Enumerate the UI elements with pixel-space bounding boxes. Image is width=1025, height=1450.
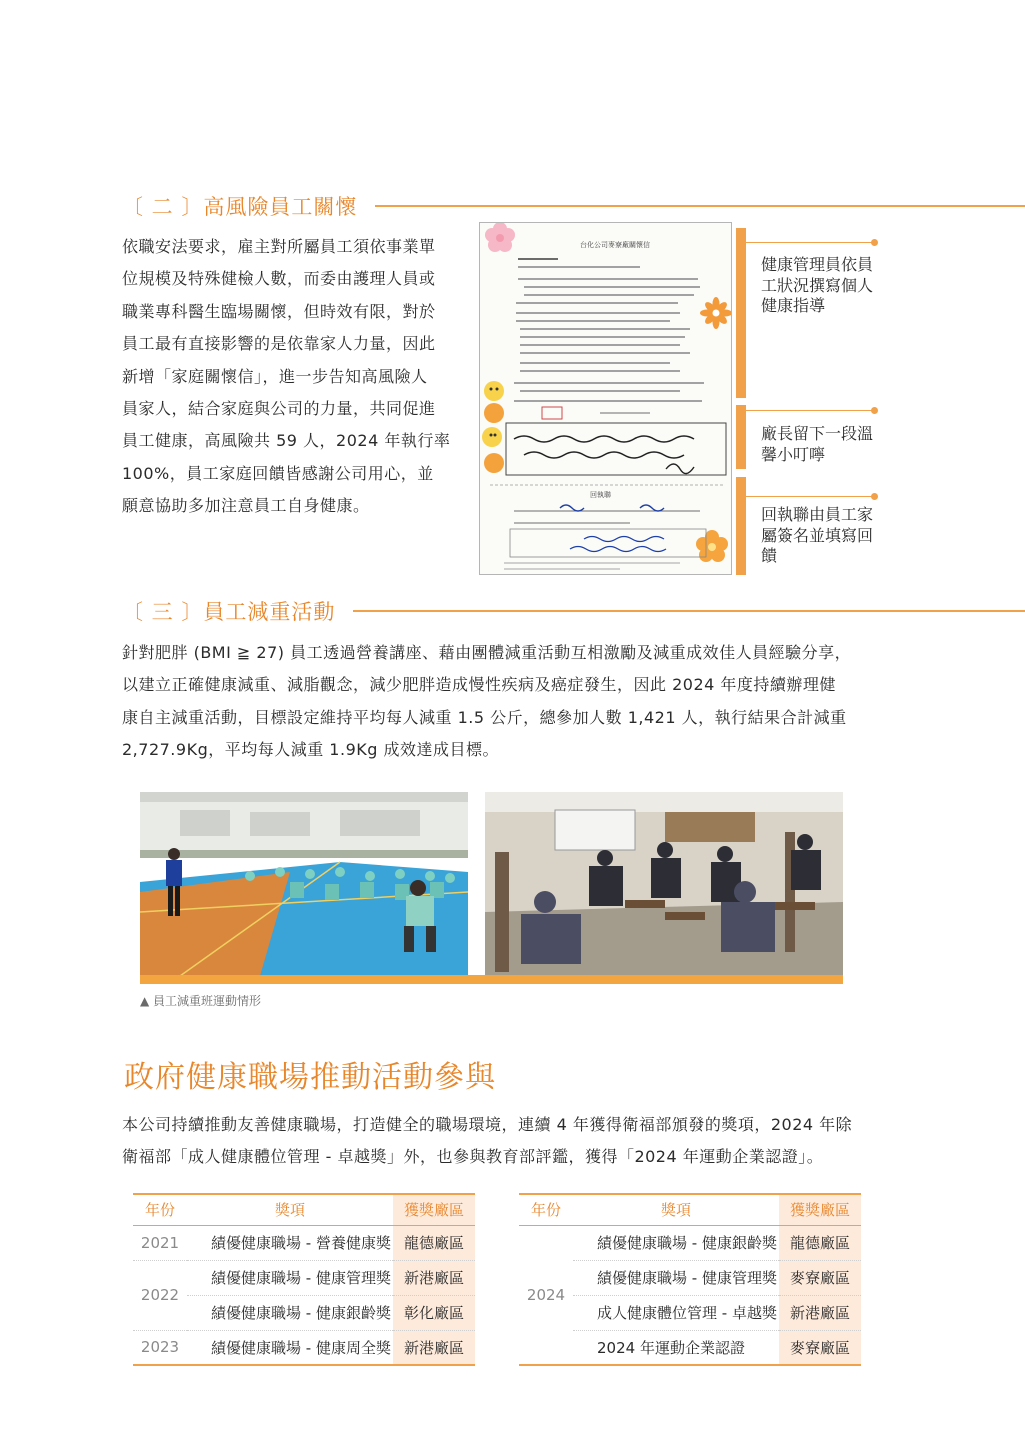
year-cell: 2022 bbox=[133, 1260, 187, 1330]
year-cell: 2024 bbox=[519, 1225, 573, 1365]
callout-line: 廠長留下一段溫 bbox=[761, 424, 874, 443]
callout-family-reply bbox=[761, 505, 873, 567]
callout-line: 屬簽名並填寫回 bbox=[761, 525, 874, 545]
award-cell: 績優健康職場 - 健康周全獎 bbox=[187, 1330, 393, 1365]
award-cell: 績優健康職場 - 健康管理獎 bbox=[573, 1260, 779, 1295]
callout-line: 饋 bbox=[761, 546, 778, 565]
section-2-line: 員工健康，高風險共 59 人，2024 年執行率 bbox=[122, 431, 451, 451]
col-plant-header: 獲獎廠區 bbox=[393, 1194, 475, 1225]
section-3-title: 〔 三 〕員工減重活動 bbox=[122, 600, 336, 624]
section-2-line: 位規模及特殊健檢人數，而委由護理人員或 bbox=[122, 269, 436, 289]
section-2-line: 員工最有直接影響的是依靠家人力量，因此 bbox=[122, 334, 436, 354]
plant-cell: 新港廠區 bbox=[393, 1330, 475, 1365]
callout-bar-1 bbox=[736, 228, 746, 398]
award-cell: 績優健康職場 - 營養健康獎 bbox=[187, 1225, 393, 1260]
award-cell: 績優健康職場 - 健康銀齡獎 bbox=[573, 1225, 779, 1260]
section-2-rule bbox=[375, 205, 1025, 207]
photo-hall-exercise bbox=[485, 792, 843, 976]
callout-line-2 bbox=[746, 410, 874, 411]
photo-caption: ▲ 員工減重班運動情形 bbox=[140, 994, 262, 1008]
awards-table-right bbox=[519, 1193, 861, 1366]
callout-line: 健康管理員依員 bbox=[761, 255, 874, 274]
gov-line: 本公司持續推動友善健康職場，打造健全的職場環境，連續 4 年獲得衛福部頒發的獎項，2024 年除 bbox=[122, 1115, 853, 1134]
callout-health-guidance bbox=[761, 255, 873, 317]
table-row bbox=[519, 1225, 861, 1260]
callout-plant-manager bbox=[761, 424, 873, 465]
award-cell: 績優健康職場 - 健康管理獎 bbox=[187, 1260, 393, 1295]
section-3-paragraph bbox=[122, 637, 902, 767]
section-2-line: 職業專科醫生臨場關懷，但時效有限，對於 bbox=[122, 301, 436, 321]
col-year-header: 年份 bbox=[133, 1194, 187, 1225]
section-3-rule bbox=[353, 610, 1025, 612]
plant-cell: 彰化廠區 bbox=[393, 1295, 475, 1330]
col-award-header: 獎項 bbox=[187, 1194, 393, 1225]
gov-line: 衛福部「成人健康體位管理 - 卓越獎」外，也參與教育部評鑑，獲得「2024 年運動企業認證」。 bbox=[122, 1147, 824, 1167]
section-3-line: 針對肥胖 (BMI ≧ 27) 員工透過營養講座、藉由團體減重活動互相激勵及減重成效佳人員經驗分享， bbox=[122, 643, 852, 662]
col-plant-header: 獲獎廠區 bbox=[779, 1194, 861, 1225]
gov-paragraph bbox=[122, 1109, 902, 1174]
col-year-header: 年份 bbox=[519, 1194, 573, 1225]
section-3-line: 以建立正確健康減重、減脂觀念，減少肥胖造成慢性疾病及癌症發生，因此 2024 年度持續辦理健 bbox=[122, 675, 836, 695]
gov-section-title: 政府健康職場推動活動參與 bbox=[124, 1060, 496, 1095]
plant-cell: 新港廠區 bbox=[393, 1260, 475, 1295]
photo-gym-exercise bbox=[140, 792, 468, 976]
callout-dot-2 bbox=[871, 407, 878, 414]
section-3-line: 康自主減重活動，目標設定維持平均每人減重 1.5 公斤，總參加人數 1,421 人，執行結果合計減重 bbox=[122, 707, 847, 727]
callout-bar-3 bbox=[736, 477, 746, 575]
award-cell: 成人健康體位管理 - 卓越獎 bbox=[573, 1295, 779, 1330]
plant-cell: 麥寮廠區 bbox=[779, 1260, 861, 1295]
section-2-header bbox=[122, 191, 1025, 221]
section-3-header bbox=[122, 596, 1025, 626]
letter-reply: 回執聯 bbox=[590, 491, 611, 499]
plant-cell: 新港廠區 bbox=[779, 1295, 861, 1330]
table-row bbox=[133, 1225, 475, 1260]
section-2-line: 員家人，結合家庭與公司的力量，共同促進 bbox=[122, 399, 436, 419]
callout-line: 健康指導 bbox=[761, 296, 826, 315]
award-cell: 2024 年運動企業認證 bbox=[573, 1330, 779, 1365]
award-cell: 績優健康職場 - 健康銀齡獎 bbox=[187, 1295, 393, 1330]
callout-line: 工狀況撰寫個人 bbox=[761, 275, 874, 295]
section-2-line: 100%，員工家庭回饋皆感謝公司用心，並 bbox=[122, 463, 434, 483]
callout-line: 回執聯由員工家 bbox=[761, 505, 874, 524]
section-2-line: 願意協助多加注意員工自身健康。 bbox=[122, 496, 370, 516]
care-letter-scan bbox=[479, 222, 732, 575]
callout-line-3 bbox=[746, 496, 874, 497]
plant-cell: 龍德廠區 bbox=[779, 1225, 861, 1260]
callout-bar-2 bbox=[736, 405, 746, 469]
letter-heading: 台化公司麥寮廠關懷信 bbox=[580, 241, 650, 249]
section-2-paragraph bbox=[122, 231, 462, 523]
col-award-header: 獎項 bbox=[573, 1194, 779, 1225]
plant-cell: 龍德廠區 bbox=[393, 1225, 475, 1260]
table-row bbox=[133, 1330, 475, 1365]
section-2-line: 依職安法要求，雇主對所屬員工須依事業單 bbox=[122, 237, 436, 256]
section-3-line: 2,727.9Kg，平均每人減重 1.9Kg 成效達成目標。 bbox=[122, 740, 499, 760]
plant-cell: 麥寮廠區 bbox=[779, 1330, 861, 1365]
callout-line-1 bbox=[746, 242, 874, 243]
section-2-line: 新增「家庭關懷信」，進一步告知高風險人 bbox=[122, 366, 428, 386]
callout-line: 馨小叮嚀 bbox=[761, 444, 826, 464]
section-2-title: 〔 二 〕高風險員工關懷 bbox=[122, 195, 358, 219]
table-row bbox=[133, 1260, 475, 1295]
callout-dot-3 bbox=[871, 493, 878, 500]
year-cell: 2021 bbox=[133, 1225, 187, 1260]
callout-dot-1 bbox=[871, 239, 878, 246]
awards-table-left bbox=[133, 1193, 475, 1366]
photo-accent-bar bbox=[140, 975, 843, 984]
year-cell: 2023 bbox=[133, 1330, 187, 1365]
